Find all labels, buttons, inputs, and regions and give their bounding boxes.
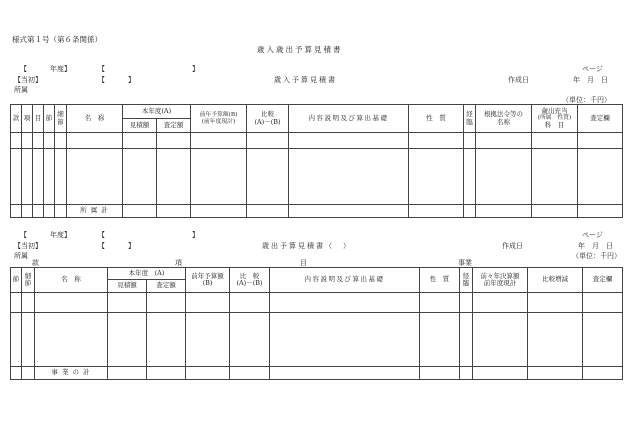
revenue-unit-label: （単位：千円）	[562, 96, 611, 104]
revenue-date-label: 年 月 日	[573, 76, 608, 84]
expenditure-header-desc: 内容説明及び算出基礎	[270, 268, 420, 293]
revenue-year-label: 年度】	[50, 65, 71, 73]
revenue-header-alloc-sub2: 科 目	[544, 120, 565, 129]
form-label: 様式第１号（第６条関係）	[12, 35, 102, 44]
expenditure-header-assessed: 査定額	[147, 280, 186, 293]
expenditure-title: 歳出予算見積書（ ）	[262, 242, 352, 250]
revenue-header-review: 査定欄	[578, 105, 623, 133]
expenditure-category-bracket-close: 】	[128, 242, 135, 250]
expenditure-kou-label: 項	[175, 259, 182, 267]
revenue-header-saimoku	[55, 105, 67, 133]
expenditure-header-prev-sub: (B)	[202, 279, 213, 287]
revenue-year-bracket-open: 【	[20, 65, 27, 73]
expenditure-bracket-close: 】	[192, 231, 199, 239]
revenue-header-assessed: 査定額	[157, 119, 191, 133]
expenditure-header-settle	[473, 268, 528, 293]
expenditure-page-label: ページ	[582, 231, 603, 239]
revenue-header-prev-sub: (前年度現計)	[201, 118, 236, 125]
expenditure-header-current: 本年度 (A)	[108, 268, 186, 280]
expenditure-jigyo-label: 事業	[458, 259, 472, 267]
expenditure-header-prev	[186, 268, 230, 293]
revenue-header-alloc	[532, 105, 578, 133]
revenue-table-row	[11, 133, 623, 149]
revenue-header-estimate: 見積額	[123, 119, 157, 133]
expenditure-header-review: 査定欄	[583, 268, 623, 293]
expenditure-table-row	[11, 313, 623, 367]
expenditure-total-label: 事 業 の 計	[35, 367, 108, 380]
expenditure-table-row	[11, 293, 623, 313]
expenditure-table	[10, 267, 623, 380]
revenue-created-label: 作成日	[508, 76, 529, 84]
expenditure-header-diff	[230, 268, 270, 293]
revenue-header-diff-sub: (A)－(B)	[254, 117, 281, 126]
expenditure-year-bracket-open: 【	[20, 231, 27, 239]
expenditure-total-row	[11, 367, 623, 380]
revenue-header-law	[476, 105, 532, 133]
document-title: 歳入歳出予算見積書	[257, 45, 343, 54]
revenue-dept-label: 所属	[14, 86, 28, 94]
revenue-header-nature: 性 質	[409, 105, 464, 133]
revenue-header-diff	[247, 105, 289, 133]
revenue-header-kou: 項	[22, 105, 33, 133]
revenue-bracket-close: 】	[192, 65, 199, 73]
expenditure-moku-label: 目	[300, 259, 307, 267]
revenue-header-keika-text: 経臨	[466, 110, 473, 126]
revenue-header-diff-main: 比較	[261, 110, 274, 119]
expenditure-header-keika	[460, 268, 473, 293]
expenditure-header-settle-sub: 前年度現計	[483, 279, 517, 287]
expenditure-header-estimate: 見積額	[108, 280, 147, 293]
revenue-table-row	[11, 149, 623, 205]
expenditure-header-keika-text: 経臨	[462, 271, 470, 287]
revenue-header-moku: 目	[33, 105, 44, 133]
expenditure-created-label: 作成日	[502, 242, 523, 250]
expenditure-header-diff-main: 比 較	[239, 271, 260, 280]
expenditure-unit-label: （単位：千円）	[572, 252, 621, 260]
revenue-header-alloc-sub: (所属 性質)	[537, 115, 572, 122]
expenditure-kan-label: 款	[32, 259, 39, 267]
revenue-bracket-open: 【	[98, 65, 105, 73]
revenue-page-label: ページ	[582, 65, 603, 73]
revenue-header-desc: 内容説明及び算出基礎	[289, 105, 409, 133]
revenue-category: 【当初】	[14, 76, 42, 84]
revenue-header-name: 名 称	[67, 105, 123, 133]
expenditure-date-label: 年 月 日	[578, 242, 613, 250]
expenditure-header-saimoku-text: 細節	[24, 271, 32, 287]
revenue-table	[10, 104, 623, 218]
expenditure-dept-label: 所属	[14, 252, 28, 260]
revenue-header-setsu: 節	[44, 105, 55, 133]
expenditure-header-prev-main: 前年予算額	[191, 271, 224, 280]
revenue-header-current: 本年度(A)	[123, 105, 191, 119]
revenue-header-law-text: 根拠法令等の名称	[484, 110, 523, 126]
expenditure-year-label: 年度】	[50, 231, 71, 239]
revenue-title: 歳入予算見積書	[274, 76, 337, 84]
revenue-total-row	[11, 205, 623, 218]
expenditure-header-name: 名 称	[35, 268, 108, 293]
expenditure-header-nature: 性 質	[420, 268, 460, 293]
revenue-header-alloc-main: 歳出充当	[541, 106, 568, 115]
expenditure-header-saimoku	[22, 268, 35, 293]
expenditure-header-diff-sub: (A)－(B)	[236, 279, 263, 287]
expenditure-category: 【当初】	[14, 242, 42, 250]
expenditure-header-setsu: 節	[11, 268, 22, 293]
revenue-category-bracket-open: 【	[98, 76, 105, 84]
revenue-header-prev	[191, 105, 247, 133]
expenditure-bracket-open: 【	[98, 231, 105, 239]
revenue-header-kan: 款	[11, 105, 22, 133]
revenue-header-prev-main: 前年予算額(B)	[199, 111, 238, 118]
expenditure-header-settle-main: 前々年決算額	[480, 271, 520, 280]
revenue-header-keika	[464, 105, 476, 133]
revenue-header-saimoku-text: 細節	[57, 110, 64, 126]
revenue-category-bracket-close: 】	[128, 76, 135, 84]
expenditure-header-change: 比較増減	[528, 268, 583, 293]
revenue-total-label: 所 属 計	[67, 205, 123, 218]
expenditure-category-bracket-open: 【	[98, 242, 105, 250]
